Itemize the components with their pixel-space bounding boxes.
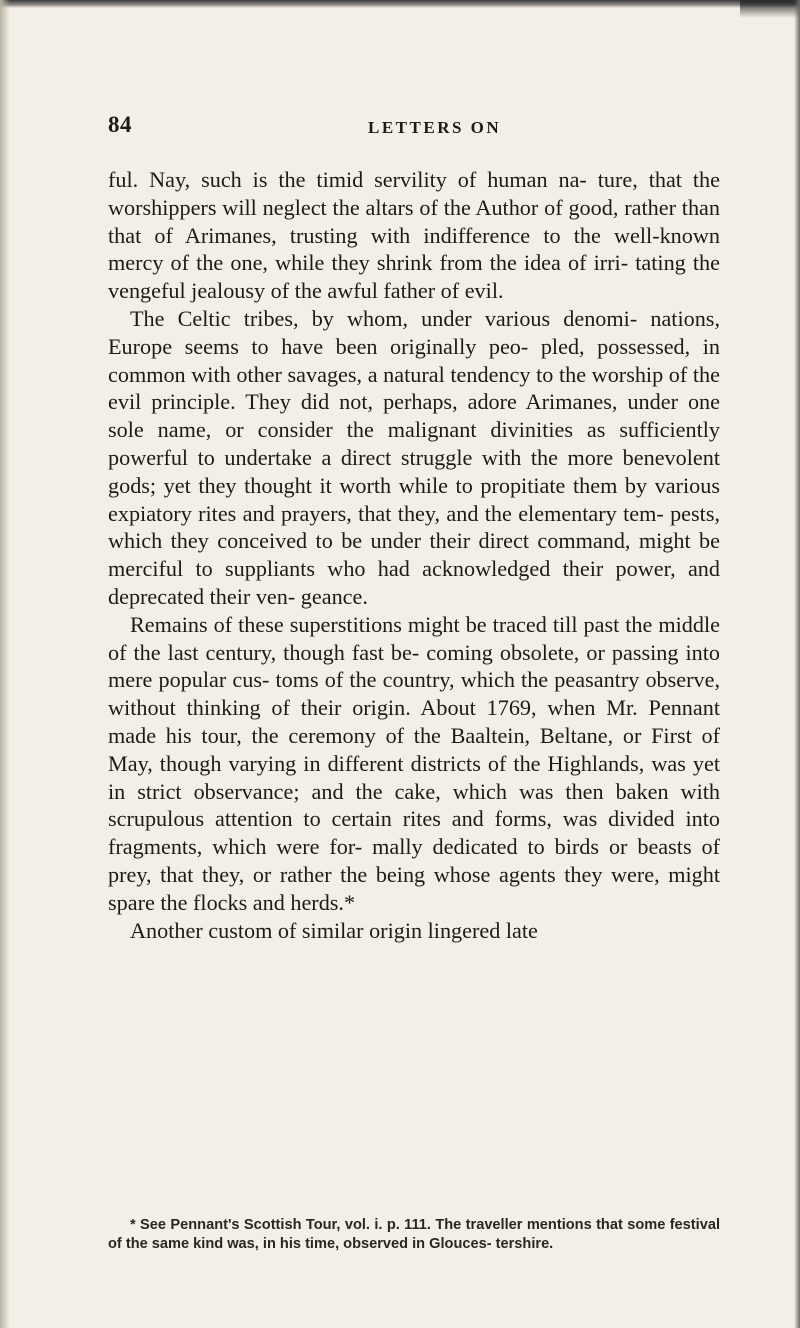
paragraph: Remains of these superstitions might be traced till past the middle of the last century, though fast be- coming obsolete, or passing into mere popular cus- toms of the country, which the peasantry observe, without thinking of their origin. About 1769, when Mr. Pennant made his tour, the ceremony of the Baaltein, Beltane, or First of May, though varying in different districts of the Highlands, was yet in strict observance; and the cake, which was then baken with scrupulous attention to certain rites and forms, was divided into fragments, which were for- mally dedicated to birds or beasts of prey, that they, or rather the being whose agents they were, might spare the flocks and herds.* xyxy=(108,611,720,915)
running-head: LETTERS ON xyxy=(368,118,502,137)
page-right-edge-shadow xyxy=(794,0,800,1328)
footnote: * See Pennant's Scottish Tour, vol. i. p. 111. The traveller mentions that some festival of the same kind was, in his time, observed in Glouces- tershire. xyxy=(108,1217,720,1252)
body-text xyxy=(108,166,720,944)
paragraph: The Celtic tribes, by whom, under various denomi- nations, Europe seems to have been originally peo- pled, possessed, in common with other savages, a natural tendency to the worship of the evil principle. They did not, perhaps, adore Arimanes, under one sole name, or consider the malignant divinities as sufficiently powerful to undertake a direct struggle with the more benevolent gods; yet they thought it worth while to propitiate them by various expiatory rites and prayers, that they, and the elementary tem- pests, which they conceived to be under their direct command, might be merciful to suppliants who had acknowledged their power, and deprecated their ven- geance. xyxy=(108,305,720,609)
paragraph: Another custom of similar origin lingered late xyxy=(130,917,538,943)
page-top-edge-shadow xyxy=(0,0,800,8)
paragraph: ful. Nay, such is the timid servility of human na- ture, that the worshippers will neglect the altars of the Author of good, rather than that of Arimanes, trusting with indifference to the well-known mercy of the one, while they shrink from the idea of irri- tating the vengeful jealousy of the awful father of evil. xyxy=(108,167,720,304)
page-number: 84 xyxy=(108,112,132,137)
page-header xyxy=(0,112,800,146)
page-corner-shadow xyxy=(740,0,800,18)
page-binding-shadow xyxy=(0,0,10,1328)
